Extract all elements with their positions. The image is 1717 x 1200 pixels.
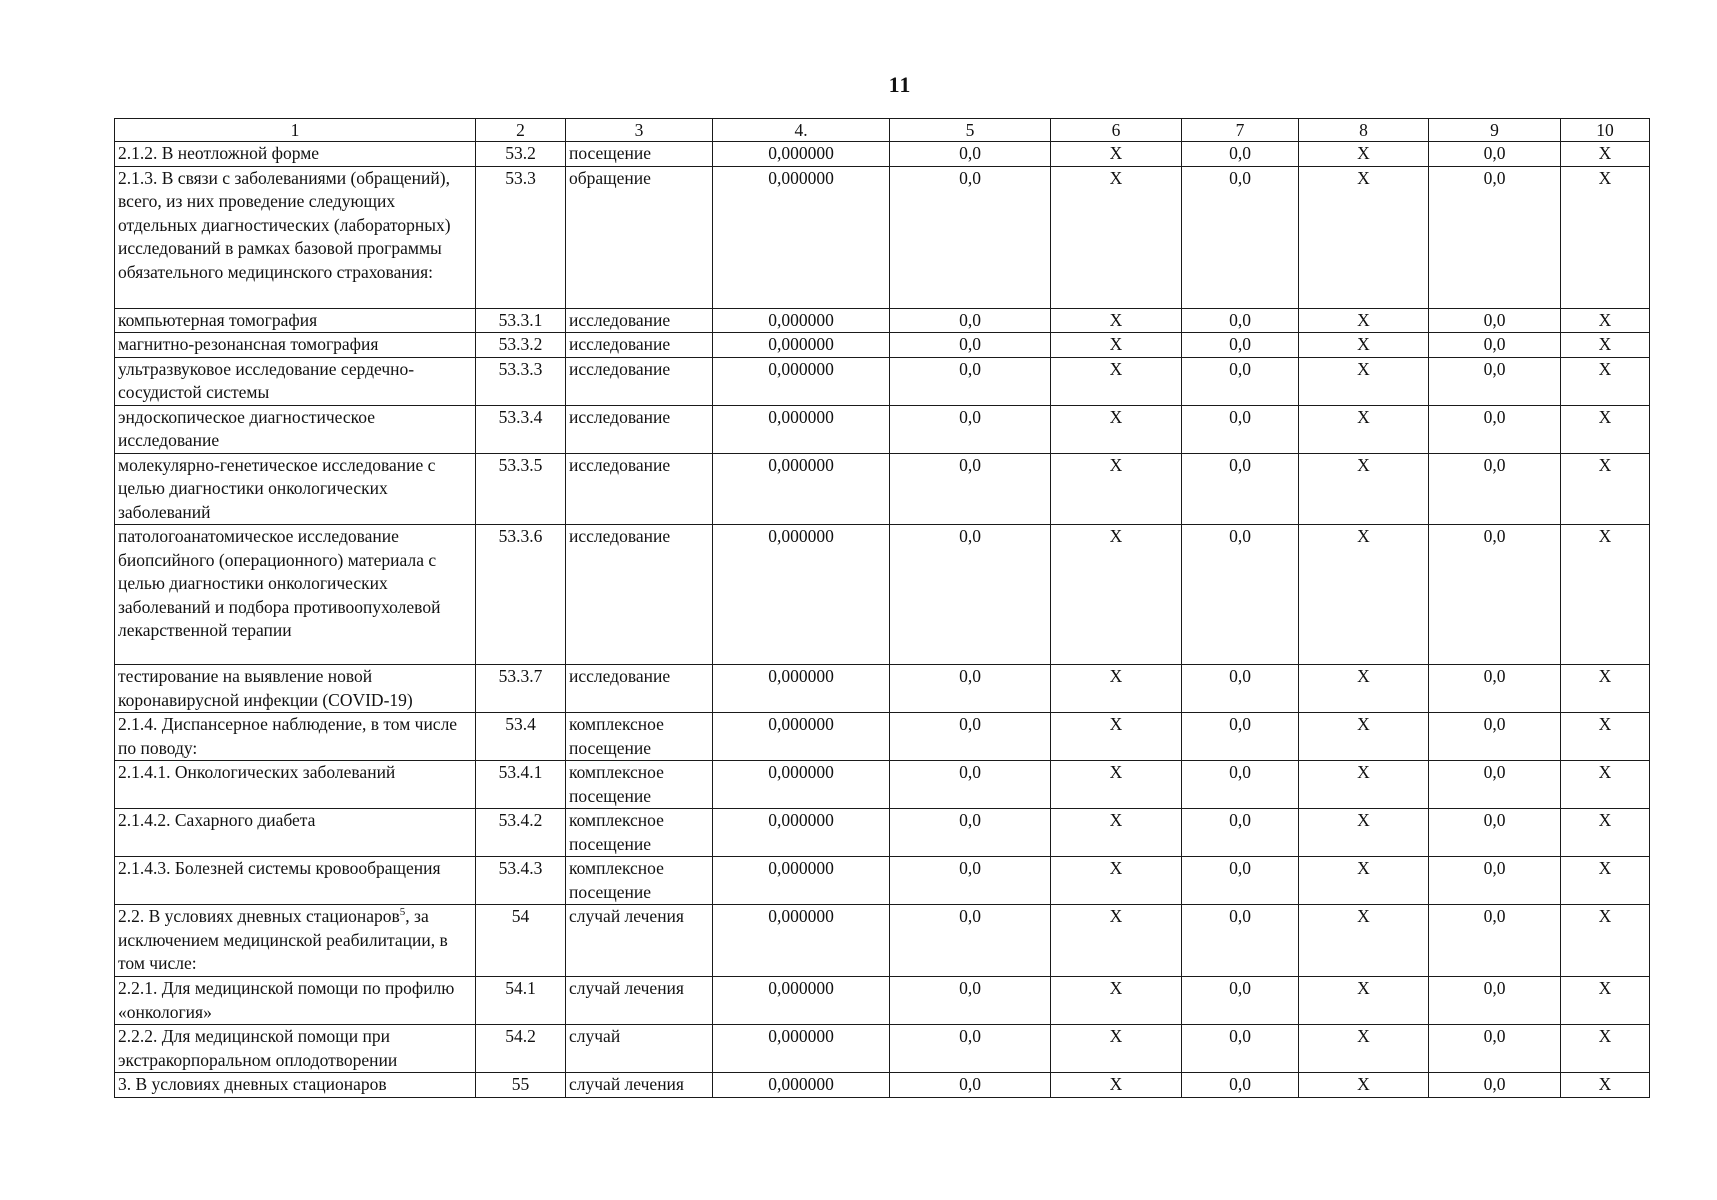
table-row [115,977,1650,1025]
row-unit: комплексное посещение [566,809,713,857]
col-10-value: X [1561,525,1650,665]
col-7-value: 0,0 [1182,142,1299,167]
col-header: 10 [1561,119,1650,142]
row-unit: исследование [566,333,713,358]
col-6-value: X [1051,405,1182,453]
col-9-value: 0,0 [1429,761,1561,809]
col-10-value: X [1561,453,1650,525]
row-code: 53.4.1 [476,761,566,809]
col-6-value: X [1051,761,1182,809]
row-code: 53.4.2 [476,809,566,857]
table-body [115,142,1650,1098]
row-code: 53.3 [476,166,566,308]
col-8-value: X [1299,357,1429,405]
row-label [115,905,476,977]
col-6-value: X [1051,977,1182,1025]
row-label: 2.1.4.1. Онкологических заболеваний [115,761,476,809]
row-unit: исследование [566,308,713,333]
row-code: 54.1 [476,977,566,1025]
row-unit: комплексное посещение [566,761,713,809]
row-unit: исследование [566,525,713,665]
row-unit: комплексное посещение [566,713,713,761]
col-header: 4. [713,119,890,142]
col-header: 2 [476,119,566,142]
col-8-value: X [1299,333,1429,358]
row-label: 2.1.2. В неотложной форме [115,142,476,167]
row-label: ультразвуковое исследование сердечно-сосудистой системы [115,357,476,405]
row-label: 3. В условиях дневных стационаров [115,1073,476,1098]
col-5-value: 0,0 [890,357,1051,405]
col-8-value: X [1299,525,1429,665]
table-row [115,525,1650,665]
row-code: 53.3.4 [476,405,566,453]
col-7-value: 0,0 [1182,905,1299,977]
table-row [115,665,1650,713]
table-row [115,357,1650,405]
col-9-value: 0,0 [1429,977,1561,1025]
table-row [115,713,1650,761]
row-label: 2.1.4. Диспансерное наблюдение, в том числе по поводу: [115,713,476,761]
col-5-value: 0,0 [890,761,1051,809]
col-9-value: 0,0 [1429,713,1561,761]
row-code: 53.3.7 [476,665,566,713]
row-label: 2.1.3. В связи с заболеваниями (обращений), всего, из них проведение следующих отдельных диагностических (лабораторных) исследований в рамках базовой программы обязательного медицинского страхования: [115,166,476,308]
col-9-value: 0,0 [1429,308,1561,333]
col-8-value: X [1299,166,1429,308]
col-8-value: X [1299,405,1429,453]
header-row [115,119,1650,142]
col-8-value: X [1299,713,1429,761]
table-row [115,333,1650,358]
col-7-value: 0,0 [1182,405,1299,453]
col-7-value: 0,0 [1182,713,1299,761]
col-10-value: X [1561,905,1650,977]
col-8-value: X [1299,308,1429,333]
col-10-value: X [1561,665,1650,713]
col-4-value: 0,000000 [713,308,890,333]
col-7-value: 0,0 [1182,333,1299,358]
col-header: 6 [1051,119,1182,142]
col-5-value: 0,0 [890,405,1051,453]
col-5-value: 0,0 [890,525,1051,665]
col-9-value: 0,0 [1429,166,1561,308]
col-header: 9 [1429,119,1561,142]
col-4-value: 0,000000 [713,809,890,857]
col-9-value: 0,0 [1429,333,1561,358]
col-9-value: 0,0 [1429,1073,1561,1098]
col-10-value: X [1561,809,1650,857]
col-9-value: 0,0 [1429,665,1561,713]
col-7-value: 0,0 [1182,453,1299,525]
col-6-value: X [1051,809,1182,857]
col-8-value: X [1299,1025,1429,1073]
col-6-value: X [1051,1073,1182,1098]
row-label-continuation: , за исключением медицинской реабилитации, в том числе: [118,906,448,973]
col-7-value: 0,0 [1182,1025,1299,1073]
col-9-value: 0,0 [1429,405,1561,453]
page-number: 11 [888,72,912,97]
col-4-value: 0,000000 [713,405,890,453]
col-4-value: 0,000000 [713,1073,890,1098]
col-5-value: 0,0 [890,453,1051,525]
table-row [115,142,1650,167]
row-code: 53.3.5 [476,453,566,525]
col-10-value: X [1561,333,1650,358]
row-code: 53.3.3 [476,357,566,405]
row-label: патологоанатомическое исследование биопсийного (операционного) материала с целью диагностики онкологических заболеваний и подбора противоопухолевой лекарственной терапии [115,525,476,665]
col-4-value: 0,000000 [713,977,890,1025]
col-header: 5 [890,119,1051,142]
col-4-value: 0,000000 [713,905,890,977]
row-unit: исследование [566,357,713,405]
col-6-value: X [1051,857,1182,905]
row-unit: посещение [566,142,713,167]
col-9-value: 0,0 [1429,1025,1561,1073]
col-7-value: 0,0 [1182,166,1299,308]
col-6-value: X [1051,142,1182,167]
col-10-value: X [1561,142,1650,167]
col-5-value: 0,0 [890,142,1051,167]
row-label: эндоскопическое диагностическое исследование [115,405,476,453]
row-label: 2.1.4.2. Сахарного диабета [115,809,476,857]
col-10-value: X [1561,977,1650,1025]
col-9-value: 0,0 [1429,142,1561,167]
col-6-value: X [1051,453,1182,525]
col-10-value: X [1561,857,1650,905]
row-label: 2.1.4.3. Болезней системы кровообращения [115,857,476,905]
col-8-value: X [1299,142,1429,167]
col-5-value: 0,0 [890,857,1051,905]
row-unit: случай лечения [566,977,713,1025]
row-unit: случай [566,1025,713,1073]
col-7-value: 0,0 [1182,525,1299,665]
col-6-value: X [1051,357,1182,405]
row-label: тестирование на выявление новой коронавирусной инфекции (COVID-19) [115,665,476,713]
col-4-value: 0,000000 [713,166,890,308]
col-header: 8 [1299,119,1429,142]
row-label-text: 2.2. В условиях дневных стационаров [118,906,400,926]
col-5-value: 0,0 [890,166,1051,308]
col-5-value: 0,0 [890,1025,1051,1073]
col-5-value: 0,0 [890,308,1051,333]
col-5-value: 0,0 [890,809,1051,857]
col-4-value: 0,000000 [713,713,890,761]
col-7-value: 0,0 [1182,977,1299,1025]
table-row [115,308,1650,333]
row-unit: исследование [566,405,713,453]
data-table [114,118,1650,1098]
table-row [115,761,1650,809]
row-unit: комплексное посещение [566,857,713,905]
row-label: магнитно-резонансная томография [115,333,476,358]
col-8-value: X [1299,977,1429,1025]
col-4-value: 0,000000 [713,857,890,905]
col-4-value: 0,000000 [713,1025,890,1073]
col-6-value: X [1051,905,1182,977]
col-8-value: X [1299,1073,1429,1098]
col-4-value: 0,000000 [713,142,890,167]
col-10-value: X [1561,1073,1650,1098]
row-unit: исследование [566,665,713,713]
table-row [115,405,1650,453]
col-10-value: X [1561,713,1650,761]
table-row [115,857,1650,905]
row-label: 2.2.2. Для медицинской помощи при экстракорпоральном оплодотворении [115,1025,476,1073]
row-code: 55 [476,1073,566,1098]
table-row [115,1073,1650,1098]
table-row [115,905,1650,977]
col-9-value: 0,0 [1429,525,1561,665]
col-7-value: 0,0 [1182,857,1299,905]
col-7-value: 0,0 [1182,809,1299,857]
row-code: 54 [476,905,566,977]
col-5-value: 0,0 [890,333,1051,358]
col-6-value: X [1051,525,1182,665]
col-6-value: X [1051,665,1182,713]
row-unit: случай лечения [566,905,713,977]
col-header: 1 [115,119,476,142]
col-5-value: 0,0 [890,977,1051,1025]
col-5-value: 0,0 [890,1073,1051,1098]
row-unit: исследование [566,453,713,525]
col-10-value: X [1561,308,1650,333]
col-10-value: X [1561,761,1650,809]
col-10-value: X [1561,357,1650,405]
col-9-value: 0,0 [1429,905,1561,977]
col-10-value: X [1561,1025,1650,1073]
row-code: 53.4 [476,713,566,761]
row-unit: случай лечения [566,1073,713,1098]
col-4-value: 0,000000 [713,357,890,405]
col-6-value: X [1051,713,1182,761]
table-row [115,809,1650,857]
row-code: 53.4.3 [476,857,566,905]
col-7-value: 0,0 [1182,357,1299,405]
row-label: компьютерная томография [115,308,476,333]
row-code: 53.3.1 [476,308,566,333]
col-4-value: 0,000000 [713,761,890,809]
row-code: 54.2 [476,1025,566,1073]
col-8-value: X [1299,905,1429,977]
col-header: 3 [566,119,713,142]
col-8-value: X [1299,809,1429,857]
col-9-value: 0,0 [1429,357,1561,405]
col-6-value: X [1051,333,1182,358]
col-7-value: 0,0 [1182,761,1299,809]
row-label: 2.2.1. Для медицинской помощи по профилю «онкология» [115,977,476,1025]
table-row [115,166,1650,308]
col-5-value: 0,0 [890,713,1051,761]
col-5-value: 0,0 [890,905,1051,977]
col-6-value: X [1051,166,1182,308]
col-8-value: X [1299,761,1429,809]
col-5-value: 0,0 [890,665,1051,713]
col-header: 7 [1182,119,1299,142]
col-4-value: 0,000000 [713,453,890,525]
col-7-value: 0,0 [1182,665,1299,713]
col-10-value: X [1561,166,1650,308]
row-label: молекулярно-генетическое исследование с целью диагностики онкологических заболеваний [115,453,476,525]
row-unit: обращение [566,166,713,308]
col-6-value: X [1051,308,1182,333]
col-8-value: X [1299,453,1429,525]
col-6-value: X [1051,1025,1182,1073]
col-8-value: X [1299,665,1429,713]
table-row [115,453,1650,525]
col-10-value: X [1561,405,1650,453]
col-7-value: 0,0 [1182,308,1299,333]
col-4-value: 0,000000 [713,333,890,358]
col-4-value: 0,000000 [713,525,890,665]
col-9-value: 0,0 [1429,809,1561,857]
row-code: 53.3.6 [476,525,566,665]
col-7-value: 0,0 [1182,1073,1299,1098]
row-code: 53.3.2 [476,333,566,358]
col-9-value: 0,0 [1429,857,1561,905]
row-code: 53.2 [476,142,566,167]
table-row [115,1025,1650,1073]
col-4-value: 0,000000 [713,665,890,713]
col-8-value: X [1299,857,1429,905]
col-9-value: 0,0 [1429,453,1561,525]
footnote-marker: 5 [399,906,406,919]
